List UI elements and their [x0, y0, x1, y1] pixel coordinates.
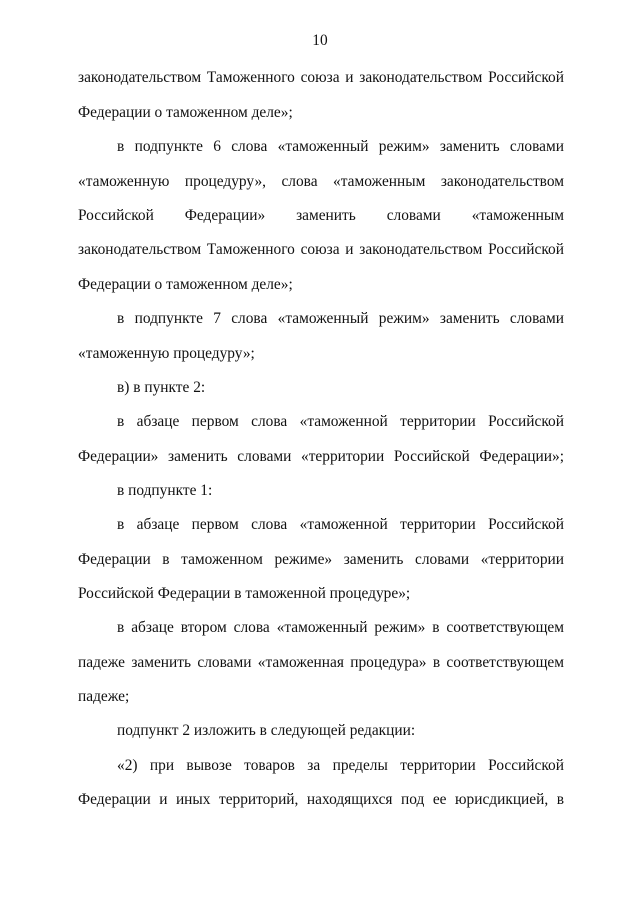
text-line: «2) при вывозе товаров за пределы территории Российской — [117, 757, 564, 774]
text-line: падеже заменить словами «таможенная процедура» в соответствующем — [78, 654, 564, 671]
text-line: Федерации и иных территорий, находящихся под ее юрисдикцией, в — [78, 791, 564, 808]
text-line: Федерации о таможенном деле»; — [78, 276, 293, 293]
text-line: подпункт 2 изложить в следующей редакции: — [117, 722, 416, 739]
text-line: падеже; — [78, 688, 130, 705]
text-line: Российской Федерации в таможенной процедуре»; — [78, 585, 411, 602]
text-line: в подпункте 1: — [117, 482, 213, 499]
text-line: в абзаце первом слова «таможенной территории Российской — [117, 413, 564, 430]
text-line: законодательством Таможенного союза и законодательством Российской — [78, 241, 564, 258]
text-line: «таможенную процедуру», слова «таможенным законодательством — [78, 173, 564, 190]
text-line: в абзаце втором слова «таможенный режим» в соответствующем — [117, 619, 564, 636]
text-line: «таможенную процедуру»; — [78, 345, 255, 362]
text-line: Федерации» заменить словами «территории Российской Федерации»; — [78, 448, 564, 465]
text-line: в подпункте 7 слова «таможенный режим» заменить словами — [117, 310, 564, 327]
page-number: 10 — [312, 32, 328, 49]
text-line: в подпункте 6 слова «таможенный режим» заменить словами — [117, 138, 564, 155]
text-line: Федерации о таможенном деле»; — [78, 104, 293, 121]
text-line: в абзаце первом слова «таможенной территории Российской — [117, 516, 564, 533]
text-line: Российской Федерации» заменить словами «таможенным — [78, 207, 564, 224]
text-line: законодательством Таможенного союза и законодательством Российской — [78, 69, 564, 86]
text-line: Федерации в таможенном режиме» заменить словами «территории — [78, 551, 564, 568]
text-line: в) в пункте 2: — [117, 379, 206, 396]
